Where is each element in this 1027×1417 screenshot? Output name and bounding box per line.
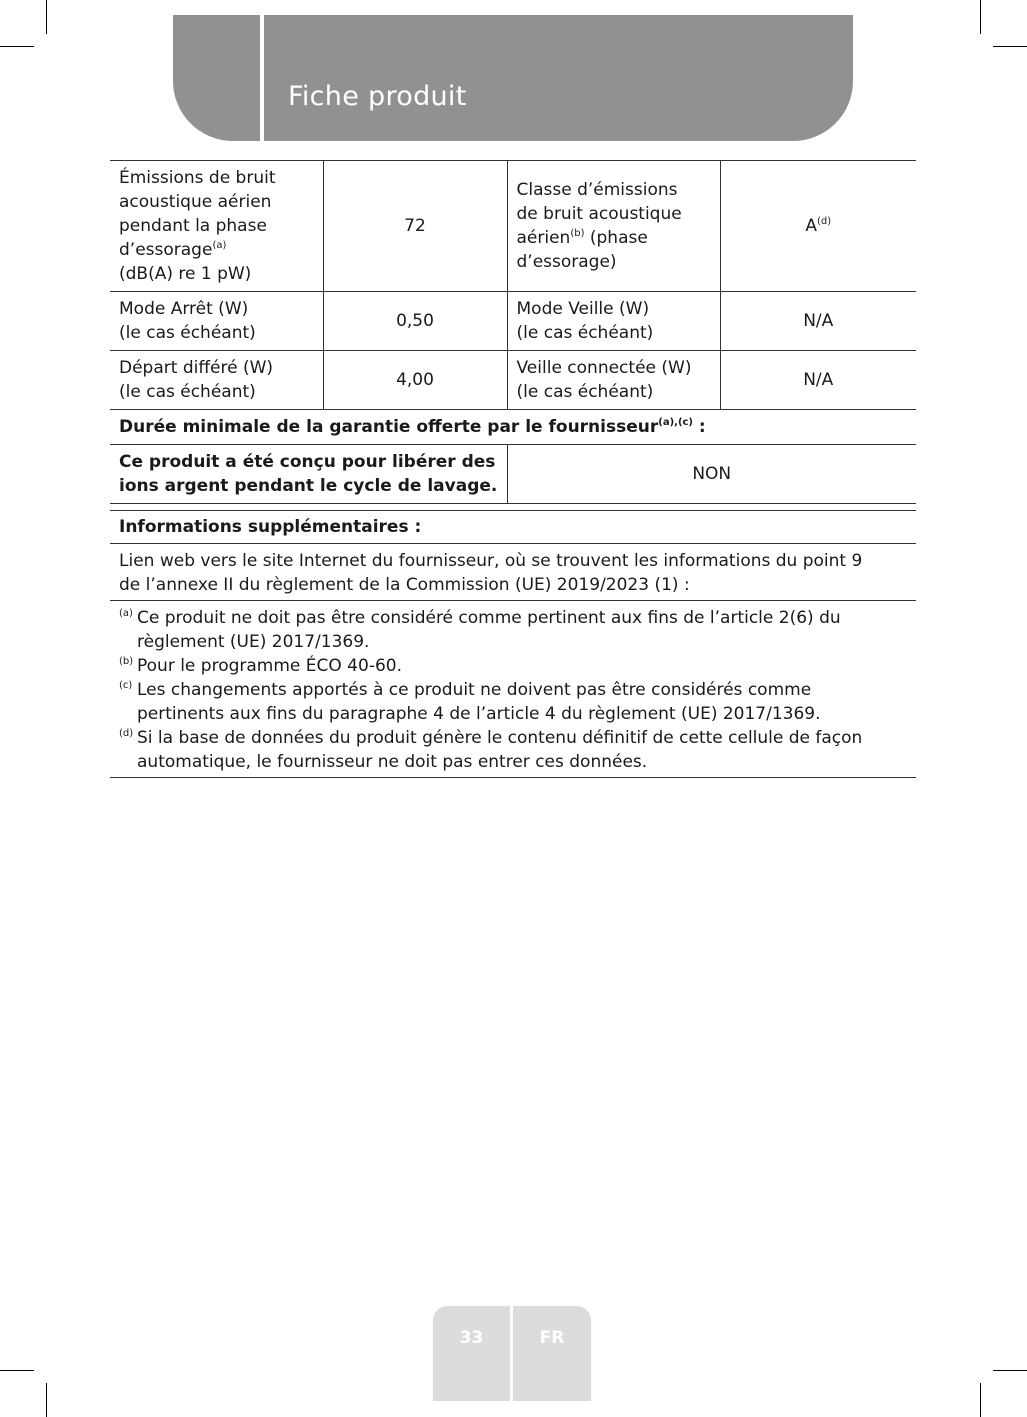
table-cell-label: Classe d’émissions de bruit acoustique aérien$^{(b)}$ (phase d’essorage) [507,161,720,292]
table-cell-label: Veille connectée (W) (le cas échéant) [507,351,720,410]
language-tab [513,1306,591,1401]
table-row [110,292,916,351]
supplier-link-text: Lien web vers le site Internet du fournisseur, où se trouvent les informations du point 9 de l’annexe II du règlement de la Commission (UE) 2019/2023 (1) : [119,551,863,595]
crop-mark [993,1370,1027,1371]
table-row [110,351,916,410]
crop-mark [980,0,981,34]
table-cell-value: 0,50 [323,292,507,351]
spec-table [110,160,916,504]
page-number: 33 [459,1328,484,1348]
crop-mark [0,46,34,47]
footnote-a: (a) Ce produit ne doit pas être considéré comme pertinent aux fins de l’article 2(6) du règlement (UE) 2017/1369. [119,608,841,652]
language-code: FR [539,1328,565,1348]
crop-mark [46,0,47,34]
table-cell-label: Mode Arrêt (W) (le cas échéant) [110,292,323,351]
header-banner [173,15,853,141]
footnotes [110,606,916,774]
table-cell-value: $A^{(d)}$ [720,161,916,292]
banner-divider [260,15,264,141]
crop-mark [46,1383,47,1417]
section-rule [110,777,916,778]
section-rule [110,543,916,544]
table-cell-label: Mode Veille (W) (le cas échéant) [507,292,720,351]
footnote-c: (c) Les changements apportés à ce produit ne doivent pas être considérés comme pertinents aux fins du paragraphe 4 de l’article 4 du règlement (UE) 2017/1369. [119,680,821,724]
table-cell-value: N/A [720,292,916,351]
footnote-d: (d) Si la base de données du produit génère le contenu définitif de cette cellule de façon automatique, le fournisseur ne doit pas entrer ces données. [119,728,863,772]
table-cell-value: N/A [720,351,916,410]
section-rule [110,510,916,511]
table-row-silver [110,445,916,504]
crop-mark [980,1383,981,1417]
table-cell-label: Ce produit a été conçu pour libérer des ions argent pendant le cycle de lavage. [110,445,507,504]
warranty-cell: Durée minimale de la garantie offerte par le fournisseur$^{(a),(c)}$ : [110,410,916,445]
table-cell-value: NON [507,445,916,504]
footnote-b: (b) Pour le programme ÉCO 40-60. [119,656,402,676]
additional-info-heading: Informations supplémentaires : [119,517,422,537]
table-cell-value: 72 [323,161,507,292]
crop-mark [993,46,1027,47]
table-row [110,161,916,292]
page-number-tab [433,1306,510,1401]
crop-mark [0,1370,34,1371]
page-title: Fiche produit [288,81,467,112]
table-cell-value: 4,00 [323,351,507,410]
table-cell-label: Émissions de bruit acoustique aérien pendant la phase d’essorage$^{(a)}$ (dB(A) re 1 pW) [110,161,323,292]
section-rule [110,600,916,601]
table-cell-label: Départ différé (W) (le cas échéant) [110,351,323,410]
table-row-warranty [110,410,916,445]
